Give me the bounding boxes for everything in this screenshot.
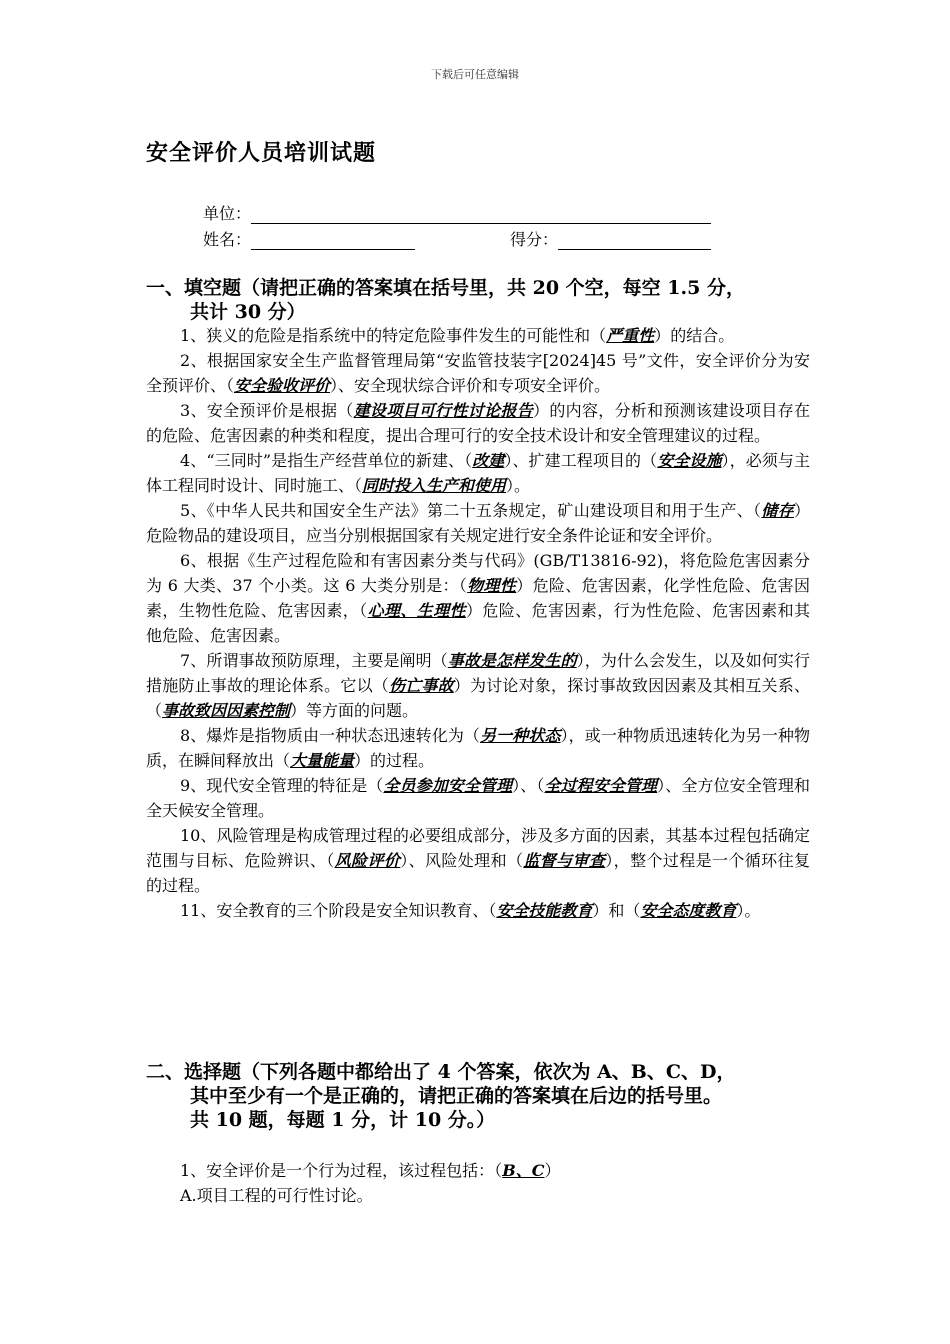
question-text: ），或一种物质迅速转化为另一种物质，在瞬间释放出（ [146, 726, 810, 770]
name-field[interactable] [251, 231, 415, 250]
question-7 [146, 648, 810, 723]
question-6 [146, 548, 810, 648]
question-text: ）和（ [592, 901, 641, 920]
question-text: ） [544, 1161, 561, 1180]
question-11 [146, 898, 810, 923]
question-text: ）危险物品的建设项目，应当分别根据国家有关规定进行安全条件论证和安全评价。 [146, 501, 810, 545]
question-5 [146, 498, 810, 548]
answer: 风险评价 [334, 851, 401, 870]
score-row [510, 227, 711, 250]
question-text: ）、全方位安全管理和全天候安全管理。 [146, 776, 810, 820]
section1-heading-line1: 一、填空题（请把正确的答案填在括号里，共 20 个空，每空 1.5 分， [146, 277, 745, 299]
question-1 [146, 323, 810, 348]
answer: 心理、生理性 [367, 601, 466, 620]
answer: 建设项目可行性讨论报告 [353, 401, 534, 420]
question-text: ），为什么会发生，以及如何实行措施防止事故的理论体系。它以（ [146, 651, 810, 695]
answer: 物理性 [467, 576, 517, 595]
section2-heading [146, 1060, 826, 1132]
section1-heading [146, 276, 826, 324]
header-note: 下载后可任意编辑 [431, 68, 519, 81]
fill-blank-questions [146, 323, 810, 923]
question-10 [146, 823, 810, 898]
choice-question-1 [146, 1158, 810, 1183]
answer: 伤亡事故 [388, 676, 454, 695]
answer: 事故致因因素控制 [162, 701, 291, 720]
question-text: 6、根据《生产过程危险和有害因素分类与代码》(GB/T13816-92)，将危险危害因素分为 6 大类、37 个小类。这 6 大类分别是：（ [146, 551, 810, 595]
answer: 同时投入生产和使用 [362, 476, 507, 495]
answer: B、C [502, 1161, 545, 1180]
answer: 全过程安全管理 [544, 776, 658, 795]
answer: 严重性 [606, 326, 655, 345]
question-text: ），整个过程是一个循环往复的过程。 [146, 851, 810, 895]
section2-heading-line1: 二、选择题（下列各题中都给出了 4 个答案，依次为 A、B、C、D， [146, 1061, 736, 1083]
score-field[interactable] [558, 231, 711, 250]
question-text: ）的过程。 [354, 751, 435, 770]
score-label: 得分： [510, 230, 559, 249]
question-text: ）的内容，分析和预测该建设项目存在的危险、危害因素的种类和程度，提出合理可行的安全技术设计和安全管理建议的过程。 [146, 401, 810, 445]
answer: 安全技能教育 [496, 901, 593, 920]
question-3 [146, 398, 810, 448]
answer: 大量能量 [290, 751, 355, 770]
question-text: ）、（ [512, 776, 545, 795]
unit-field[interactable] [251, 205, 711, 224]
question-4 [146, 448, 810, 498]
choice-questions [146, 1158, 810, 1208]
question-text: 1、安全评价是一个行为过程，该过程包括：（ [180, 1161, 503, 1180]
question-text: 8、爆炸是指物质由一种状态迅速转化为（ [180, 726, 481, 745]
answer: 安全态度教育 [640, 901, 737, 920]
question-text: ）等方面的问题。 [290, 701, 419, 720]
answer: 事故是怎样发生的 [447, 651, 577, 670]
question-text: 2、根据国家安全生产监督管理局第“安监管技装字[2024]45 号”文件，安全评价分为安全预评价、（ [146, 351, 810, 395]
question-text: 10、风险管理是构成管理过程的必要组成部分，涉及多方面的因素，其基本过程包括确定范围与目标、危险辨识、（ [146, 826, 810, 870]
question-text: ）、风险处理和（ [400, 851, 524, 870]
question-text: 4、“三同时”是指生产经营单位的新建、（ [180, 451, 473, 470]
answer: 安全验收评价 [234, 376, 331, 395]
section1-heading-line2: 共计 30 分） [190, 301, 306, 323]
answer: 安全设施 [657, 451, 722, 470]
question-2 [146, 348, 810, 398]
question-text: 9、现代安全管理的特征是（ [180, 776, 384, 795]
choice-option-a: A.项目工程的可行性讨论。 [180, 1186, 373, 1205]
question-text: 3、安全预评价是根据（ [180, 401, 354, 420]
answer: 改建 [472, 451, 505, 470]
question-text: ）为讨论对象，探讨事故致因因素及其相互关系、（ [146, 676, 810, 720]
answer: 全员参加安全管理 [383, 776, 513, 795]
unit-row [203, 201, 711, 224]
question-9 [146, 773, 810, 823]
answer: 储存 [761, 501, 794, 520]
question-8 [146, 723, 810, 773]
question-text: ）危险、危害因素，行为性危险、危害因素和其他危险、危害因素。 [146, 601, 810, 645]
section2-heading-line3: 共 10 题，每题 1 分，计 10 分。） [190, 1109, 496, 1131]
question-text: ），必须与主体工程同时设计、同时施工、（ [146, 451, 810, 495]
answer: 监督与审查 [523, 851, 606, 870]
name-label: 姓名： [203, 230, 252, 249]
question-text: ）。 [736, 901, 761, 920]
question-text: 7、所谓事故预防原理，主要是阐明（ [180, 651, 448, 670]
question-text: 1、狭义的危险是指系统中的特定危险事件发生的可能性和（ [180, 326, 607, 345]
question-text: ）危险、危害因素，化学性危险、危害因素，生物性危险、危害因素，（ [146, 576, 810, 620]
page-title: 安全评价人员培训试题 [146, 140, 377, 166]
question-text: 5、《中华人民共和国安全生产法》第二十五条规定，矿山建设项目和用于生产、（ [180, 501, 762, 520]
question-text: ）、安全现状综合评价和专项安全评价。 [330, 376, 611, 395]
question-text: ）。 [506, 476, 531, 495]
question-text: ）、扩建工程项目的（ [504, 451, 658, 470]
question-text: 11、安全教育的三个阶段是安全知识教育、（ [180, 901, 497, 920]
unit-label: 单位： [203, 204, 252, 223]
name-row [203, 227, 415, 250]
answer: 另一种状态 [480, 726, 561, 745]
question-text: ）的结合。 [654, 326, 735, 345]
section2-heading-line2: 其中至少有一个是正确的，请把正确的答案填在后边的括号里。 [190, 1085, 723, 1107]
